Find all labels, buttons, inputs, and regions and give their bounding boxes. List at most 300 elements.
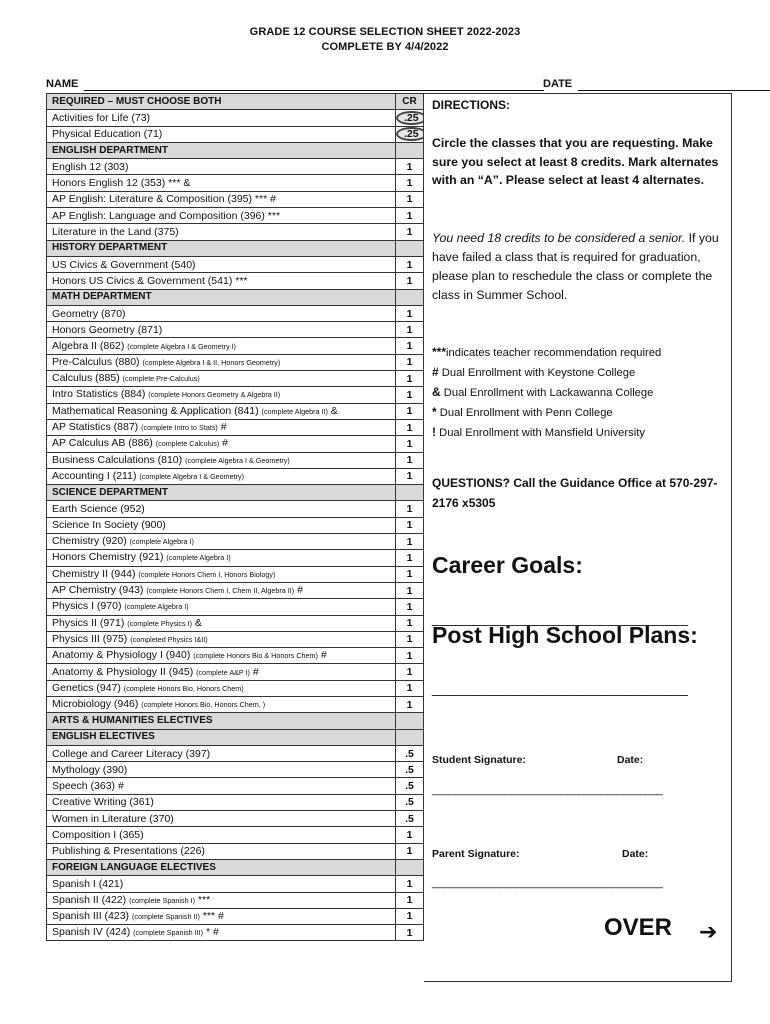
section-title — [47, 859, 396, 875]
credit-value: 1 — [406, 551, 413, 564]
prerequisite-note: (complete A&P I) — [196, 667, 250, 677]
course-name — [47, 403, 396, 419]
course-row[interactable] — [47, 794, 424, 810]
course-name — [47, 468, 396, 484]
credit-cell — [396, 208, 424, 224]
prerequisite-note: (complete Algebra I) — [129, 537, 194, 547]
parent-signature-label: Parent Signature: — [432, 848, 520, 860]
enrollment-marker: # — [220, 421, 227, 434]
credit-value: .5 — [405, 747, 414, 760]
course-name — [47, 371, 396, 387]
credit-value: 1 — [406, 617, 413, 630]
course-row[interactable] — [47, 436, 424, 452]
course-name — [47, 110, 396, 126]
date-label: DATE — [543, 78, 573, 90]
credit-value: 1 — [406, 356, 413, 369]
legend-item — [432, 383, 726, 403]
course-label: Honors Chemistry (921) — [52, 551, 164, 564]
name-field[interactable] — [84, 90, 544, 91]
credit-cell — [396, 191, 424, 207]
course-name — [47, 778, 396, 794]
course-row[interactable] — [47, 925, 424, 941]
section-title — [47, 142, 396, 158]
legend-item — [432, 343, 726, 363]
course-label: Literature in the Land (375) — [52, 226, 179, 239]
credit-cell — [396, 599, 424, 615]
prerequisite-note: (complete Algebra I) — [166, 553, 231, 563]
course-label: Physical Education (71) — [52, 128, 163, 141]
course-label: Accounting I (211) — [52, 469, 137, 482]
credit-value: 1 — [406, 193, 413, 206]
course-label: Anatomy & Physiology II (945) — [52, 665, 194, 678]
prerequisite-note: (complete Spanish I) — [129, 895, 195, 905]
course-label: Microbiology (946) — [52, 698, 139, 711]
credit-value: .5 — [405, 780, 414, 793]
name-date-row — [46, 78, 732, 93]
course-row[interactable] — [47, 468, 424, 484]
course-label: Honors Geometry (871) — [52, 323, 163, 336]
prerequisite-note: (complete Algebra I & Geometry I) — [127, 341, 236, 351]
credit-cell — [396, 468, 424, 484]
credit-value: .5 — [405, 796, 414, 809]
credit-value: 1 — [406, 535, 413, 548]
course-row[interactable] — [47, 582, 424, 598]
prerequisite-note: (complete Intro to Stats) — [141, 423, 218, 433]
course-label: Anatomy & Physiology I (940) — [52, 649, 191, 662]
credit-cell — [396, 648, 424, 664]
enrollment-marker: & — [330, 404, 338, 417]
course-label: Science In Society (900) — [52, 519, 166, 532]
course-name — [47, 827, 396, 843]
section-title — [47, 485, 396, 501]
course-row[interactable] — [47, 322, 424, 338]
name-label: NAME — [46, 78, 79, 90]
enrollment-marker: & — [194, 616, 202, 629]
course-name — [47, 387, 396, 403]
credit-cell — [396, 110, 424, 126]
course-row[interactable] — [47, 110, 424, 126]
course-name — [47, 419, 396, 435]
course-label: AP English: Literature & Composition (395) *** # — [52, 193, 276, 206]
course-row[interactable] — [47, 224, 424, 240]
course-row[interactable] — [47, 273, 424, 289]
credit-value: 1 — [406, 926, 413, 939]
course-label: Composition I (365) — [52, 829, 144, 841]
credit-value: 1 — [406, 649, 413, 662]
section-header-row — [47, 240, 424, 256]
circled-credit: .25 — [396, 127, 424, 141]
credit-cell — [396, 273, 424, 289]
course-name — [47, 648, 396, 664]
symbol-legend — [432, 343, 726, 443]
credit-cell — [396, 729, 424, 745]
course-name — [47, 582, 396, 598]
credit-value: 1 — [406, 829, 413, 841]
credit-value: 1 — [406, 584, 413, 597]
course-row[interactable] — [47, 648, 424, 664]
course-label: Chemistry II (944) — [52, 567, 136, 580]
course-row[interactable] — [47, 778, 424, 794]
credit-cell — [396, 745, 424, 761]
right-arrow-icon: ➔ — [699, 919, 718, 944]
credit-cell — [396, 175, 424, 191]
credit-cell — [396, 550, 424, 566]
course-name — [47, 876, 396, 892]
senior-requirements — [432, 229, 726, 305]
section-title — [47, 713, 396, 729]
student-signature-label: Student Signature: — [432, 754, 526, 766]
course-row[interactable] — [47, 631, 424, 647]
course-row[interactable] — [47, 403, 424, 419]
course-row[interactable] — [47, 550, 424, 566]
credit-cell — [396, 501, 424, 517]
course-label: Business Calculations (810) — [52, 453, 183, 466]
section-header-row — [47, 729, 424, 745]
course-name — [47, 696, 396, 712]
prerequisite-note: (complete Algebra II) — [261, 406, 328, 416]
course-row[interactable] — [47, 696, 424, 712]
course-row[interactable] — [47, 517, 424, 533]
credit-cell — [396, 892, 424, 908]
section-title — [47, 240, 396, 256]
prerequisite-note: (complete Spanish III) — [133, 928, 204, 938]
course-label: HISTORY DEPARTMENT — [52, 242, 168, 254]
enrollment-marker: # — [222, 437, 228, 450]
course-label: ARTS & HUMANITIES ELECTIVES — [52, 714, 213, 726]
credit-cell — [396, 240, 424, 256]
enrollment-marker: # — [252, 665, 259, 678]
course-row[interactable] — [47, 256, 424, 272]
course-row[interactable] — [47, 892, 424, 908]
legend-item — [432, 403, 726, 423]
course-label: SCIENCE DEPARTMENT — [52, 486, 168, 498]
course-row[interactable] — [47, 615, 424, 631]
prerequisite-note: (complete Physics I) — [127, 618, 192, 628]
course-row[interactable] — [47, 159, 424, 175]
section-header-row — [47, 94, 424, 110]
course-label: ENGLISH DEPARTMENT — [52, 144, 168, 156]
credit-cell — [396, 159, 424, 175]
course-name — [47, 436, 396, 452]
section-header-row — [47, 859, 424, 875]
circled-credit: .25 — [396, 111, 424, 125]
course-label: Pre-Calculus (880) — [52, 355, 140, 368]
course-row[interactable] — [47, 599, 424, 615]
course-row[interactable] — [47, 843, 424, 859]
course-row[interactable] — [47, 811, 424, 827]
course-label: Spanish I (421) — [52, 877, 124, 890]
credit-value: 1 — [406, 405, 413, 418]
section-header-row — [47, 485, 424, 501]
credit-cell — [396, 94, 424, 110]
student-signature-field[interactable]: _________________________________________ — [432, 784, 663, 796]
credit-value: 1 — [406, 258, 413, 271]
credit-value: 1 — [406, 226, 413, 239]
course-row[interactable] — [47, 354, 424, 370]
enrollment-marker: *** — [197, 893, 211, 906]
credit-value: 1 — [406, 372, 413, 385]
prerequisite-note: (complete Honors Chem I, Chem II, Algebra II) — [146, 586, 295, 596]
course-name — [47, 322, 396, 338]
course-label: AP Calculus AB (886) — [52, 437, 153, 450]
credit-value: 1 — [406, 666, 413, 679]
credit-cell — [396, 485, 424, 501]
course-row[interactable] — [47, 534, 424, 550]
course-name — [47, 159, 396, 175]
student-date-label: Date: — [617, 754, 644, 766]
prerequisite-note: (complete Honors Bio, Honors Chem) — [123, 683, 244, 693]
credit-cell — [396, 224, 424, 240]
credit-cell — [396, 843, 424, 859]
credit-cell — [396, 126, 424, 142]
section-title — [47, 289, 396, 305]
credit-cell — [396, 566, 424, 582]
course-label: Spanish II (422) — [52, 893, 127, 906]
credit-cell — [396, 387, 424, 403]
course-row[interactable] — [47, 175, 424, 191]
course-label: College and Career Literacy (397) — [52, 747, 211, 760]
course-name — [47, 762, 396, 778]
credit-value: 1 — [406, 698, 413, 711]
date-field[interactable] — [578, 90, 770, 91]
course-label: ENGLISH ELECTIVES — [52, 731, 155, 743]
course-row[interactable] — [47, 191, 424, 207]
post-high-school-label: Post High School Plans: — [432, 622, 698, 648]
course-row[interactable] — [47, 762, 424, 778]
credit-cell — [396, 631, 424, 647]
credit-value: 1 — [406, 845, 413, 858]
course-name — [47, 664, 396, 680]
directions-heading: DIRECTIONS: — [432, 98, 510, 112]
course-row[interactable] — [47, 419, 424, 435]
course-label: Honors US Civics & Government (541) *** — [52, 274, 248, 287]
credit-value: 1 — [406, 682, 413, 695]
course-label: Honors English 12 (353) *** & — [52, 177, 191, 190]
course-name — [47, 191, 396, 207]
course-row[interactable] — [47, 664, 424, 680]
credit-value: 1 — [406, 568, 413, 581]
course-label: Spanish IV (424) — [52, 926, 131, 939]
course-label: FOREIGN LANGUAGE ELECTIVES — [52, 861, 216, 873]
credit-value: 1 — [406, 877, 413, 890]
legend-item — [432, 423, 726, 443]
course-name — [47, 615, 396, 631]
page-subtitle: COMPLETE BY 4/4/2022 — [321, 41, 449, 53]
course-label: Physics I (970) — [52, 600, 122, 613]
post-high-school-field[interactable]: ____________________ — [432, 672, 688, 698]
course-label: Publishing & Presentations (226) — [52, 845, 205, 858]
legend-symbol: ! — [432, 425, 436, 439]
over-label: OVER — [604, 914, 673, 941]
credit-cell — [396, 582, 424, 598]
course-name — [47, 566, 396, 582]
legend-symbol: # — [432, 365, 439, 379]
prerequisite-note: (completed Physics I&II) — [130, 634, 208, 644]
section-header-row — [47, 289, 424, 305]
credit-value: 1 — [406, 437, 413, 450]
course-label: Geometry (870) — [52, 307, 126, 320]
course-row[interactable] — [47, 827, 424, 843]
credit-cell — [396, 762, 424, 778]
course-label: Physics III (975) — [52, 632, 128, 645]
credit-value: 1 — [406, 454, 413, 467]
legend-symbol: * — [432, 405, 437, 419]
credit-cell — [396, 696, 424, 712]
credit-value: 1 — [406, 209, 413, 222]
career-goals-label: Career Goals: — [432, 552, 583, 578]
prerequisite-note: (complete Algebra I) — [124, 602, 189, 612]
summer-school-note: If you have failed a class that is required for graduation, please plan to reschedule the class or complete the class in Summer School. — [432, 231, 719, 302]
course-label: Calculus (885) — [52, 372, 120, 385]
career-goals-field[interactable]: ____________________ — [432, 602, 688, 628]
credit-cell — [396, 256, 424, 272]
course-row[interactable] — [47, 501, 424, 517]
course-name — [47, 224, 396, 240]
course-label: REQUIRED – MUST CHOOSE BOTH — [52, 95, 222, 107]
section-header-row — [47, 142, 424, 158]
course-name — [47, 501, 396, 517]
course-name — [47, 811, 396, 827]
prerequisite-note: (complete Pre-Calculus) — [122, 374, 200, 384]
course-name — [47, 175, 396, 191]
course-name — [47, 843, 396, 859]
legend-text: Dual Enrollment with Keystone College — [441, 367, 636, 379]
senior-credits-note: You need 18 credits to be considered a senior. — [432, 231, 686, 245]
enrollment-marker: *** # — [202, 909, 224, 922]
credit-value: 1 — [406, 421, 413, 434]
credit-value: 1 — [406, 894, 413, 907]
credit-value: 1 — [406, 519, 413, 532]
credit-cell — [396, 289, 424, 305]
section-title — [47, 94, 396, 110]
credit-cell — [396, 436, 424, 452]
credit-value: 1 — [406, 600, 413, 613]
prerequisite-note: (complete Honors Chem I, Honors Biology) — [138, 569, 276, 579]
credit-value: 1 — [406, 177, 413, 190]
course-label: MATH DEPARTMENT — [52, 291, 152, 303]
course-row[interactable] — [47, 371, 424, 387]
course-name — [47, 892, 396, 908]
course-label: AP English: Language and Composition (396) *** — [52, 209, 281, 222]
credit-value: .5 — [405, 763, 414, 776]
credit-value: 1 — [406, 910, 413, 923]
prerequisite-note: (complete Spanish II) — [131, 911, 200, 921]
prerequisite-note: (complete Calculus) — [155, 439, 220, 449]
credit-value: 1 — [406, 160, 413, 173]
course-row[interactable] — [47, 908, 424, 924]
course-row[interactable] — [47, 745, 424, 761]
course-name — [47, 925, 396, 941]
course-row[interactable] — [47, 452, 424, 468]
course-name — [47, 534, 396, 550]
prerequisite-note: (complete Algebra I & Geometry) — [139, 471, 245, 481]
course-name — [47, 631, 396, 647]
course-label: Mythology (390) — [52, 763, 128, 776]
course-row[interactable] — [47, 208, 424, 224]
course-name — [47, 745, 396, 761]
prerequisite-note: (complete Algebra I & II, Honors Geometry) — [142, 357, 281, 367]
legend-text: Dual Enrollment with Penn College — [439, 407, 613, 419]
credit-cell — [396, 811, 424, 827]
credit-value: 1 — [406, 323, 413, 336]
course-name — [47, 680, 396, 696]
credit-value: 1 — [406, 307, 413, 320]
credit-cell — [396, 403, 424, 419]
credit-cell — [396, 338, 424, 354]
parent-signature-field[interactable]: _________________________________________ — [432, 877, 663, 889]
course-label: Genetics (947) — [52, 681, 121, 694]
credit-cell — [396, 859, 424, 875]
credit-cell — [396, 680, 424, 696]
course-label: Spanish III (423) — [52, 909, 130, 922]
credit-cell — [396, 305, 424, 321]
course-name — [47, 273, 396, 289]
section-title — [47, 729, 396, 745]
course-row[interactable] — [47, 305, 424, 321]
course-row[interactable] — [47, 126, 424, 142]
legend-text: Dual Enrollment with Lackawanna College — [443, 387, 654, 399]
course-name — [47, 305, 396, 321]
course-name — [47, 208, 396, 224]
course-label: Physics II (971) — [52, 616, 125, 629]
questions-contact: QUESTIONS? Call the Guidance Office at 570-297-2176 x5305 — [432, 476, 718, 510]
course-label: Mathematical Reasoning & Application (841) — [52, 404, 259, 417]
legend-item — [432, 363, 726, 383]
enrollment-marker: # — [320, 649, 327, 662]
course-row[interactable] — [47, 566, 424, 582]
credit-value: CR — [402, 95, 417, 107]
course-name — [47, 338, 396, 354]
course-label: Chemistry (920) — [52, 535, 127, 548]
enrollment-marker: # — [297, 584, 303, 597]
credit-value: 1 — [406, 470, 413, 483]
credit-cell — [396, 142, 424, 158]
prerequisite-note: (complete Honors Bio, Honors Chem, ) — [141, 700, 266, 710]
course-label: AP Chemistry (943) — [52, 584, 144, 597]
course-row[interactable] — [47, 387, 424, 403]
credit-value: 1 — [406, 388, 413, 401]
course-label: US Civics & Government (540) — [52, 258, 196, 271]
course-name — [47, 452, 396, 468]
credit-cell — [396, 794, 424, 810]
course-row[interactable] — [47, 876, 424, 892]
credit-cell — [396, 615, 424, 631]
instructions-panel — [424, 93, 732, 982]
credit-cell — [396, 925, 424, 941]
credit-cell — [396, 908, 424, 924]
prerequisite-note: (complete Algebra I & Geometry) — [185, 455, 290, 465]
credit-value: 1 — [406, 274, 413, 287]
course-name — [47, 517, 396, 533]
course-label: Creative Writing (361) — [52, 796, 154, 809]
legend-symbol: *** — [432, 345, 447, 359]
course-label: Activities for Life (73) — [52, 111, 151, 124]
course-label: English 12 (303) — [52, 160, 129, 173]
course-name — [47, 550, 396, 566]
credit-cell — [396, 827, 424, 843]
credit-cell — [396, 517, 424, 533]
credit-cell — [396, 534, 424, 550]
credit-cell — [396, 778, 424, 794]
credit-value: 1 — [406, 340, 413, 353]
prerequisite-note: (complete Honors Geometry & Algebra II) — [148, 390, 281, 400]
credit-value: .5 — [405, 812, 414, 825]
course-row[interactable] — [47, 680, 424, 696]
course-label: AP Statistics (887) — [52, 421, 139, 434]
course-row[interactable] — [47, 338, 424, 354]
credit-cell — [396, 664, 424, 680]
legend-text: indicates teacher recommendation required — [446, 347, 662, 359]
